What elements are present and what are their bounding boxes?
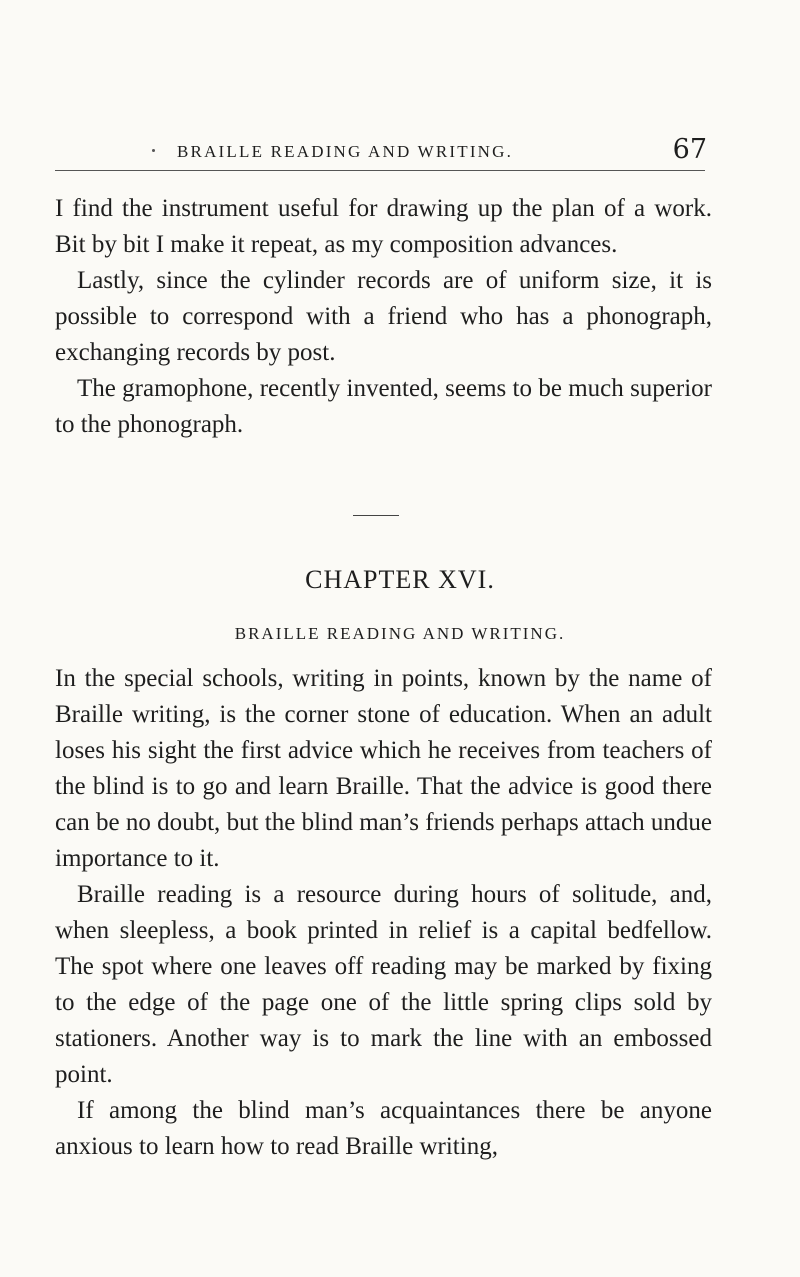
decorative-dot — [152, 149, 155, 152]
paragraph: I find the instrument useful for drawing up the plan of a work. Bit by bit I make it repeat, as my composition advances. — [55, 195, 712, 258]
paragraph: If among the blind man’s acquaintances there be anyone anxious to learn how to read Braille writing, — [55, 1097, 712, 1160]
running-title: BRAILLE READING AND WRITING. — [177, 142, 514, 161]
header-rule — [55, 170, 705, 171]
opening-text — [55, 191, 712, 443]
page-number: 67 — [672, 134, 707, 165]
paragraph: Braille reading is a resource during hours of solitude, and, when sleepless, a book printed in relief is a capital bedfellow. The spot where one leaves off reading may be marked by fixing to the edge of the page one of the little spring clips sold by stationers. Another way is to mark the line with an embossed point. — [55, 881, 712, 1088]
chapter-subheading: BRAILLE READING AND WRITING. — [234, 624, 566, 643]
paragraph: The gramophone, recently invented, seems to be much superior to the phonograph. — [55, 375, 712, 438]
chapter-heading: CHAPTER XVI. — [305, 565, 495, 594]
paragraph: Lastly, since the cylinder records are of uniform size, it is possible to correspond with a friend who has a phonograph, exchanging records by post. — [55, 267, 712, 366]
paragraph: In the special schools, writing in points, known by the name of Braille writing, is the corner stone of education. When an adult loses his sight the first advice which he receives from teachers of the blind is to go and learn Braille. That the advice is good there can be no doubt, but the blind man’s friends perhaps attach undue importance to it. — [55, 665, 712, 872]
running-head — [152, 134, 707, 173]
chapter-text — [55, 661, 712, 1165]
section-divider — [353, 515, 399, 516]
